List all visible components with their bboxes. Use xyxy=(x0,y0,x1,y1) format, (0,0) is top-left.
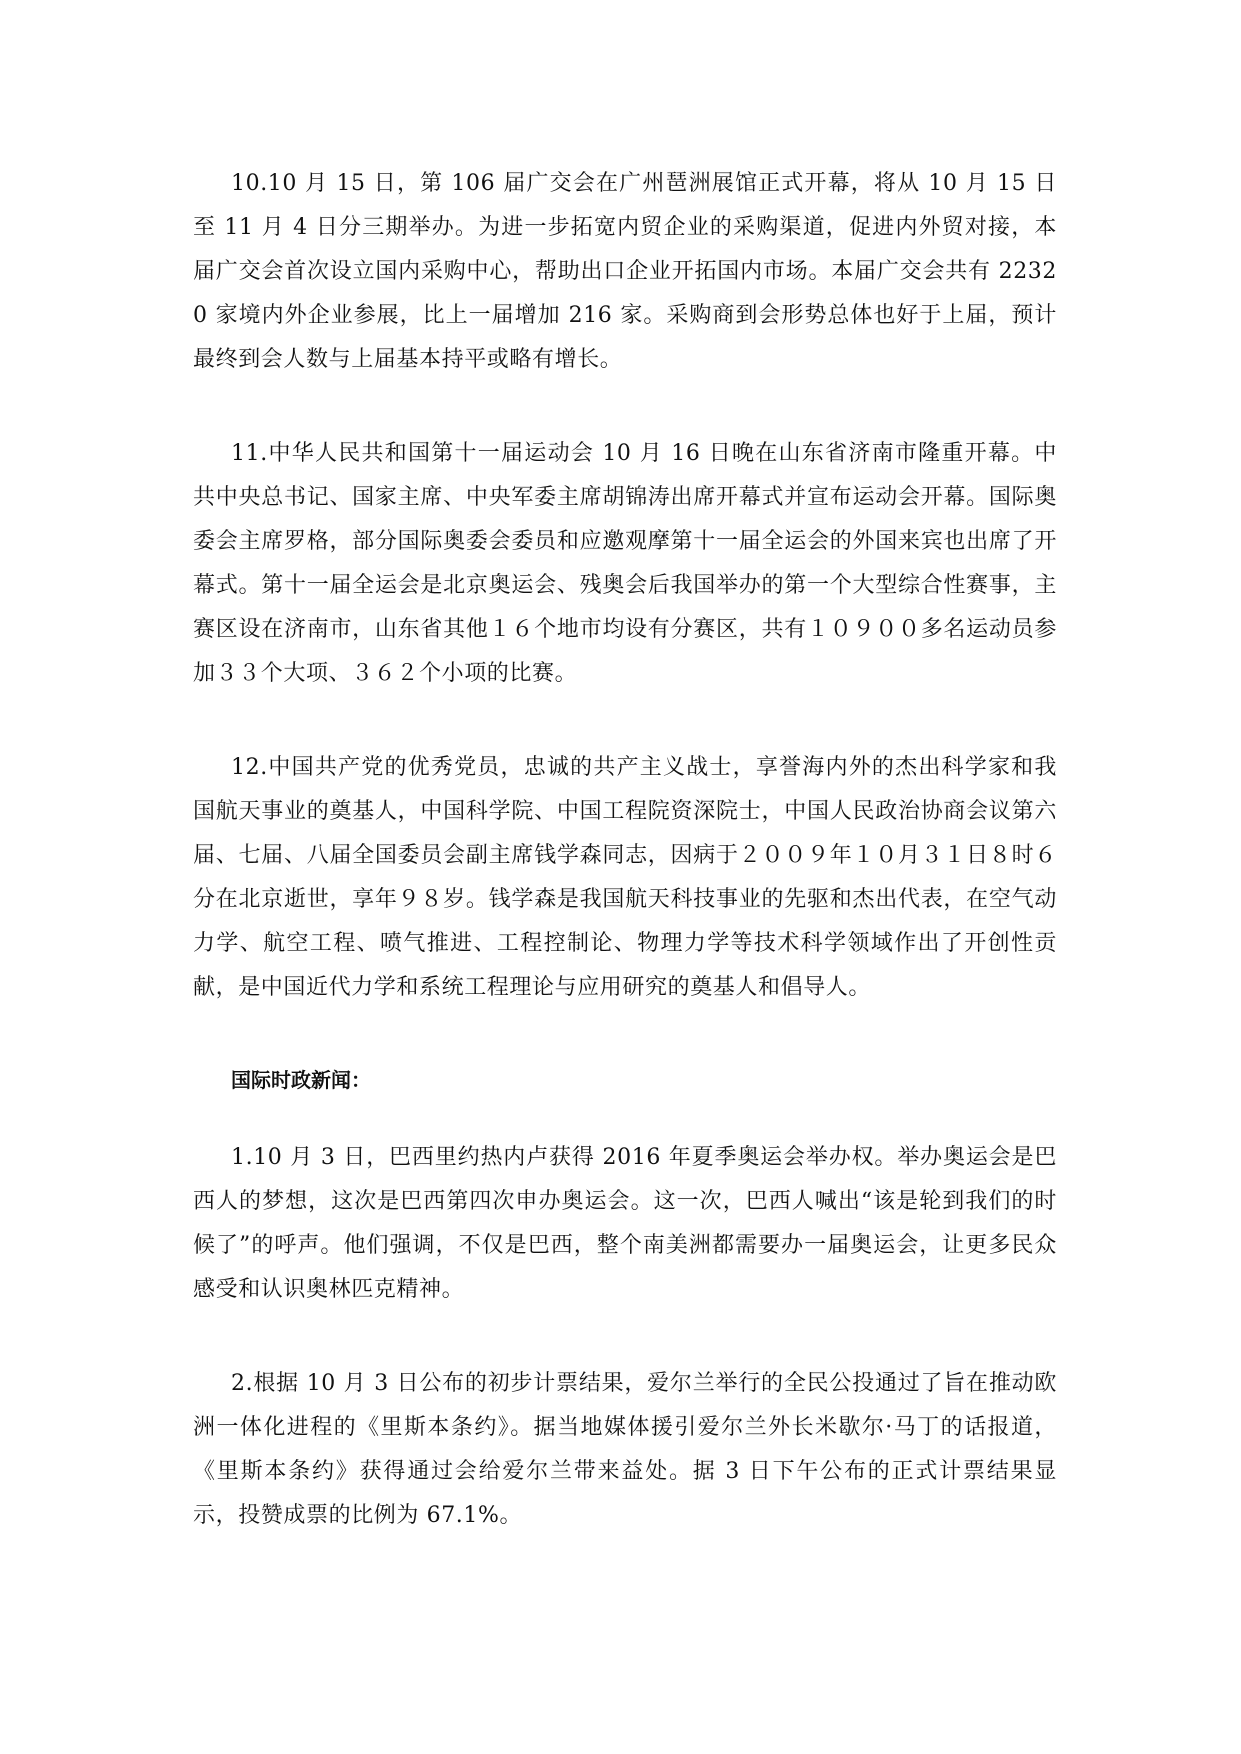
intl-news-item-1: 1.10 月 3 日，巴西里约热内卢获得 2016 年夏季奥运会举办权。举办奥运会是巴西人的梦想，这次是巴西第四次申办奥运会。这一次，巴西人喊出“该是轮到我们的时候了”的呼声。他们强调，不仅是巴西，整个南美洲都需要办一届奥运会，让更多民众感受和认识奥林匹克精神。 xyxy=(193,1145,1057,1302)
intl-news-item-2: 2.根据 10 月 3 日公布的初步计票结果，爱尔兰举行的全民公投通过了旨在推动欧洲一体化进程的《里斯本条约》。据当地媒体援引爱尔兰外长米歇尔·马丁的话报道，《里斯本条约》获得通过会给爱尔兰带来益处。据 3 日下午公布的正式计票结果显示，投赞成票的比例为 67.1%。 xyxy=(193,1371,1057,1528)
section-heading-international: 国际时政新闻： xyxy=(231,1068,371,1092)
news-item-11: 11.中华人民共和国第十一届运动会 10 月 16 日晚在山东省济南市隆重开幕。中共中央总书记、国家主席、中央军委主席胡锦涛出席开幕式并宣布运动会开幕。国际奥委会主席罗格，部分国际奥委会委员和应邀观摩第十一届全运会的外国来宾也出席了开幕式。第十一届全运会是北京奥运会、残奥会后我国举办的第一个大型综合性赛事，主赛区设在济南市，山东省其他１６个地市均设有分赛区，共有１０９００多名运动员参加３３个大项、３６２个小项的比赛。 xyxy=(193,441,1057,686)
news-item-12: 12.中国共产党的优秀党员，忠诚的共产主义战士，享誉海内外的杰出科学家和我国航天事业的奠基人，中国科学院、中国工程院资深院士，中国人民政治协商会议第六届、七届、八届全国委员会副主席钱学森同志，因病于２００９年１０月３１日８时６分在北京逝世，享年９８岁。钱学森是我国航天科技事业的先驱和杰出代表，在空气动力学、航空工程、喷气推进、工程控制论、物理力学等技术科学领域作出了开创性贡献，是中国近代力学和系统工程理论与应用研究的奠基人和倡导人。 xyxy=(193,755,1057,1000)
document-page xyxy=(193,162,1057,1538)
news-item-10: 10.10 月 15 日，第 106 届广交会在广州琶洲展馆正式开幕，将从 10 月 15 日至 11 月 4 日分三期举办。为进一步拓宽内贸企业的采购渠道，促进内外贸对接，本届广交会首次设立国内采购中心，帮助出口企业开拓国内市场。本届广交会共有 22320 家境内外企业参展，比上一届增加 216 家。采购商到会形势总体也好于上届，预计最终到会人数与上届基本持平或略有增长。 xyxy=(193,171,1057,372)
